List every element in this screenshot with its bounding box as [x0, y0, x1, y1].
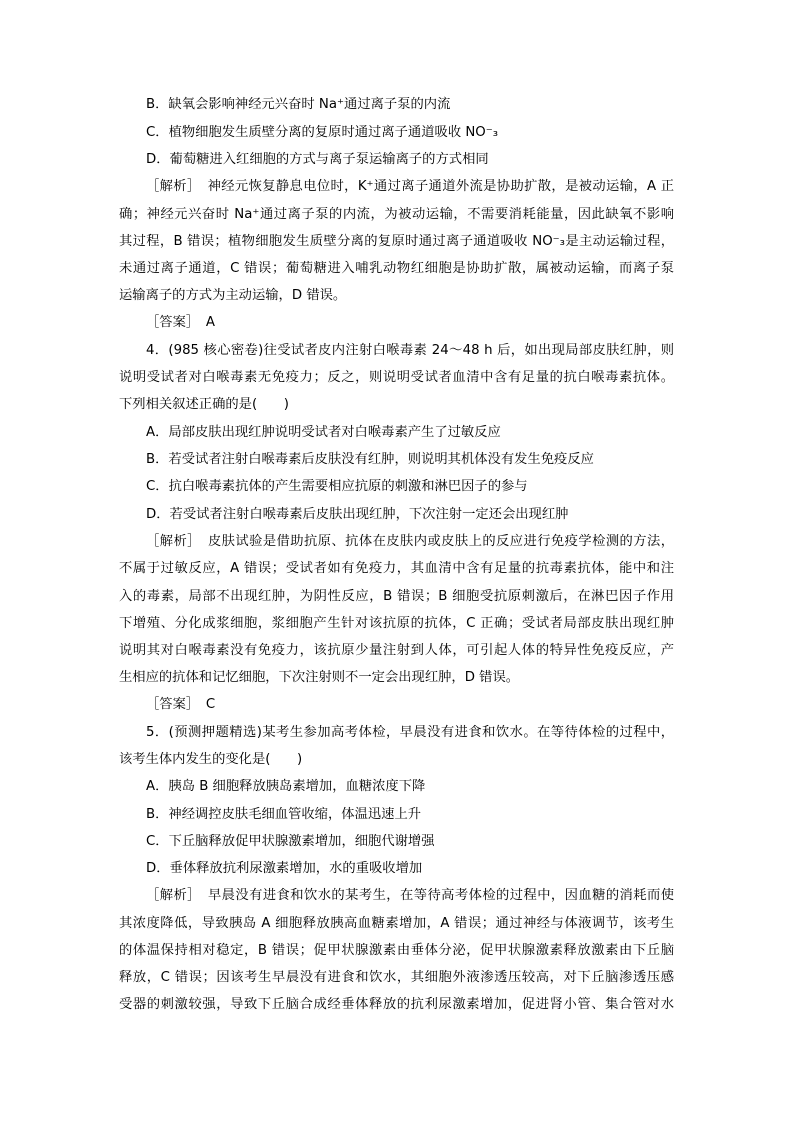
q3-option-b: B．缺氧会影响神经元兴奋时 Na⁺通过离子泵的内流 — [146, 97, 451, 112]
q5-option-c: C．下丘脑释放促甲状腺激素增加，细胞代谢增强 — [146, 834, 435, 849]
q5-stem-line: 该考生体内发生的变化是( ) — [119, 752, 303, 767]
q4-stem-line: 说明受试者对白喉毒素无免疫力；反之，则说明受试者血清中含有足量的抗白喉毒素抗体。 — [119, 370, 674, 385]
q4-analysis-line: 入的毒素，局部不出现红肿，为阴性反应，B 错误；B 细胞受抗原刺激后，在淋巴因子作用 — [119, 589, 674, 604]
q3-analysis-line: 运输离子的方式为主动运输，D 错误。 — [119, 288, 347, 303]
q5-analysis-line: 受器的刺激较强，导致下丘脑合成经垂体释放的抗利尿激素增加，促进肾小管、集合管对水 — [119, 997, 674, 1012]
q3-answer: ［答案］ A — [146, 315, 215, 330]
q4-option-d: D．若受试者注射白喉毒素后皮肤出现红肿，下次注射一定还会出现红肿 — [146, 507, 569, 522]
q5-option-a: A．胰岛 B 细胞释放胰岛素增加，血糖浓度下降 — [146, 779, 426, 794]
q4-analysis-line: 下增殖、分化成浆细胞，浆细胞产生针对该抗原的抗体，C 正确；受试者局部皮肤出现红肿 — [119, 616, 674, 631]
q3-option-d: D．葡萄糖进入红细胞的方式与离子泵运输离子的方式相同 — [146, 152, 489, 167]
q5-analysis-line: 释放，C 错误；因该考生早晨没有进食和饮水，其细胞外液渗透压较高，对下丘脑渗透压感 — [119, 970, 674, 985]
q4-answer: ［答案］ C — [146, 697, 216, 712]
q5-analysis-line: 的体温保持相对稳定，B 错误；促甲状腺激素由垂体分泌，促甲状腺激素释放激素由下丘脑 — [119, 943, 674, 958]
q5-analysis-line: 其浓度降低，导致胰岛 A 细胞释放胰高血糖素增加，A 错误；通过神经与体液调节，该考生 — [119, 916, 674, 931]
q4-analysis-line: 不属于过敏反应，A 错误；受试者如有免疫力，其血清中含有足量的抗毒素抗体，能中和注 — [119, 561, 674, 576]
q4-option-b: B．若受试者注射白喉毒素后皮肤没有红肿，则说明其机体没有发生免疫反应 — [146, 452, 594, 467]
q4-analysis-line: ［解析］ 皮肤试验是借助抗原、抗体在皮肤内或皮肤上的反应进行免疫学检测的方法， — [146, 534, 674, 549]
q5-stem-line: 5．(预测押题精选)某考生参加高考体检，早晨没有进食和饮水。在等待体检的过程中， — [146, 725, 674, 740]
q3-analysis-line: ［解析］ 神经元恢复静息电位时，K⁺通过离子通道外流是协助扩散，是被动运输，A 正 — [146, 179, 674, 194]
q3-analysis-line: 其过程，B 错误；植物细胞发生质壁分离的复原时通过离子通道吸收 NO⁻₃是主动运输过程， — [119, 234, 674, 249]
q4-analysis-line: 生相应的抗体和记忆细胞，下次注射则不一定会出现红肿，D 错误。 — [119, 670, 520, 685]
q4-stem-line: 4．(985 核心密卷)往受试者皮内注射白喉毒素 24～48 h 后，如出现局部皮肤红肿，则 — [146, 343, 674, 358]
q5-analysis-line: ［解析］ 早晨没有进食和饮水的某考生，在等待高考体检的过程中，因血糖的消耗而使 — [146, 888, 674, 903]
q4-analysis-line: 说明其对白喉毒素没有免疫力，该抗原少量注射到人体，可引起人体的特异性免疫反应，产 — [119, 643, 674, 658]
q4-option-a: A．局部皮肤出现红肿说明受试者对白喉毒素产生了过敏反应 — [146, 425, 501, 440]
q3-analysis-line: 未通过离子通道，C 错误；葡萄糖进入哺乳动物红细胞是协助扩散，属被动运输，而离子泵 — [119, 261, 674, 276]
q4-option-c: C．抗白喉毒素抗体的产生需要相应抗原的刺激和淋巴因子的参与 — [146, 479, 528, 494]
q5-option-d: D．垂体释放抗利尿激素增加，水的重吸收增加 — [146, 861, 423, 876]
q3-option-c: C．植物细胞发生质壁分离的复原时通过离子通道吸收 NO⁻₃ — [146, 125, 499, 140]
q5-option-b: B．神经调控皮肤毛细血管收缩，体温迅速上升 — [146, 807, 422, 822]
q4-stem-line: 下列相关叙述正确的是( ) — [119, 397, 289, 412]
q3-analysis-line: 确；神经元兴奋时 Na⁺通过离子泵的内流，为被动运输，不需要消耗能量，因此缺氧不影响 — [119, 207, 674, 222]
